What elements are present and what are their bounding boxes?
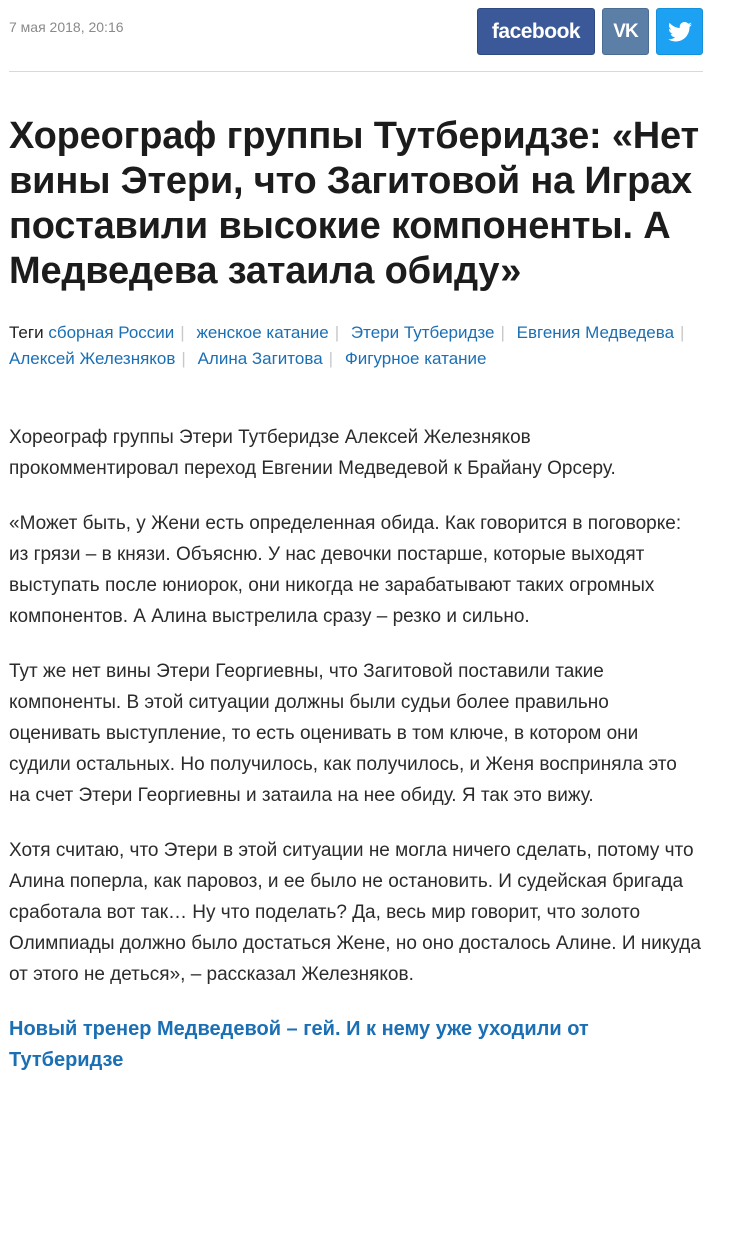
tags-label: Теги bbox=[9, 323, 44, 342]
tag-separator: | bbox=[180, 323, 185, 342]
share-buttons bbox=[477, 8, 703, 55]
article-paragraph: Хотя считаю, что Этери в этой ситуации не могла ничего сделать, потому что Алина поперла, как паровоз, и ее было не остановить. И судейская бригада сработала вот так… Ну что поделать? Да, весь мир говорит, что золото Олимпиады должно было достаться Жене, но оно досталось Алине. И никуда от этого не деться», – рассказал Железняков. bbox=[9, 840, 701, 985]
twitter-bird-icon bbox=[668, 22, 692, 42]
tag-link[interactable]: Евгения Медведева bbox=[516, 323, 675, 342]
tag-separator: | bbox=[500, 323, 505, 342]
tag-link[interactable]: Этери Тутберидзе bbox=[350, 323, 495, 342]
vk-logo-icon: VK bbox=[613, 20, 638, 42]
tag-link[interactable]: Алексей Железняков bbox=[9, 349, 176, 368]
publish-date: 7 мая 2018, 20:16 bbox=[9, 19, 124, 35]
tag-link[interactable]: Алина Загитова bbox=[197, 349, 323, 368]
twitter-share-button[interactable] bbox=[656, 8, 703, 55]
article-body bbox=[9, 422, 703, 1076]
tag-link[interactable]: Фигурное катание bbox=[344, 349, 487, 368]
tag-link[interactable]: женское катание bbox=[196, 323, 329, 342]
article-paragraph: Хореограф группы Этери Тутберидзе Алексей Железняков прокомментировал переход Евгении Медведевой к Брайану Орсеру. bbox=[9, 427, 616, 479]
tag-separator: | bbox=[680, 323, 685, 342]
tag-link[interactable]: сборная России bbox=[48, 323, 175, 342]
article-headline: Хореограф группы Тутберидзе: «Нет вины Этери, что Загитовой на Играх поставили высокие компоненты. А Медведева затаила обиду» bbox=[9, 115, 699, 292]
article-paragraph: «Может быть, у Жени есть определенная обида. Как говорится в поговорке: из грязи – в князи. Объясню. У нас девочки постарше, которые выходят выступать после юниорок, они никогда не зарабатывают таких огромных компонентов. А Алина выстрелила сразу – резко и сильно. bbox=[9, 513, 682, 627]
tags-list bbox=[9, 320, 703, 372]
article-page bbox=[9, 0, 703, 1076]
vk-share-button[interactable] bbox=[602, 8, 649, 55]
facebook-share-button[interactable] bbox=[477, 8, 595, 55]
tag-separator: | bbox=[334, 323, 340, 342]
article-paragraph: Тут же нет вины Этери Георгиевны, что Загитовой поставили такие компоненты. В этой ситуации должны были судьи более правильно оценивать выступление, то есть оценивать в том ключе, в котором они судили остальных. Но получилось, как получилось, и Женя восприняла это на счет Этери Георгиевны и затаила на нее обиду. Я так это вижу. bbox=[9, 661, 677, 806]
tag-separator: | bbox=[328, 349, 334, 368]
facebook-logo-icon: facebook bbox=[491, 19, 581, 43]
article-topbar bbox=[9, 0, 703, 72]
tag-separator: | bbox=[181, 349, 186, 368]
related-article-link[interactable]: Новый тренер Медведевой – гей. И к нему уже уходили от Тутберидзе bbox=[9, 1018, 589, 1071]
